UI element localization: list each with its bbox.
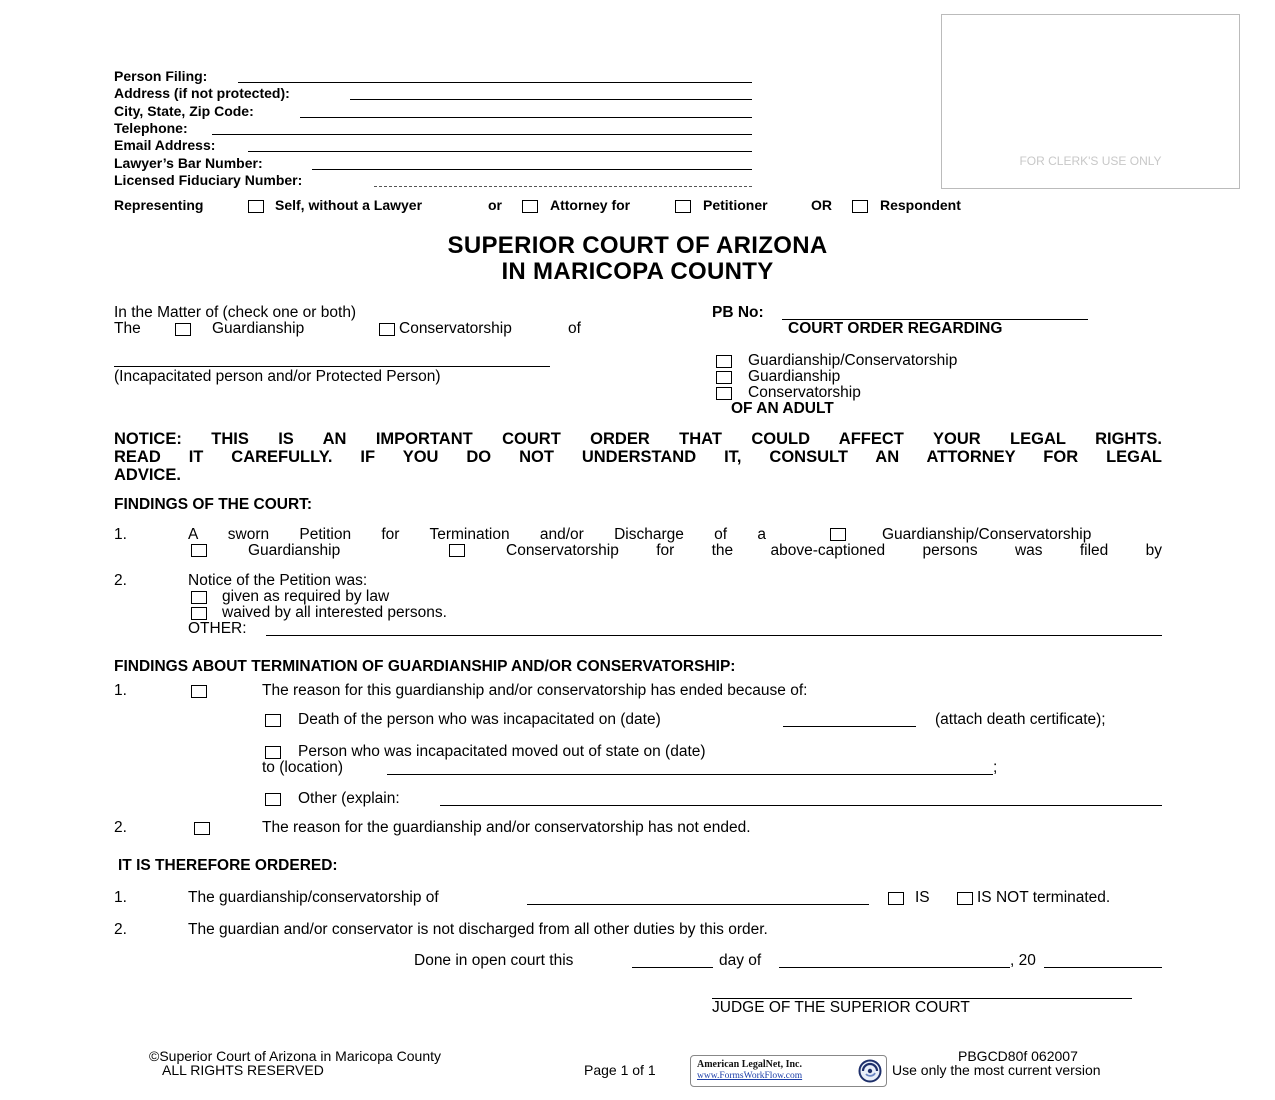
term-not-ended-checkbox[interactable] xyxy=(194,822,210,835)
judge-label: JUDGE OF THE SUPERIOR COURT xyxy=(712,999,970,1016)
order-1-text: The guardianship/conservatorship of xyxy=(188,889,439,906)
findings-court-heading: FINDINGS OF THE COURT: xyxy=(114,496,313,513)
court-title-line1: SUPERIOR COURT OF ARIZONA xyxy=(447,232,828,259)
incapacitated-person-field[interactable] xyxy=(114,366,550,367)
notice-other-field[interactable] xyxy=(266,635,1162,636)
to-location-field[interactable] xyxy=(387,774,993,775)
notice-line2: READ IT CAREFULLY. IF YOU DO NOT UNDERSTAND IT, CONSULT AN ATTORNEY FOR LEGAL xyxy=(114,448,1162,466)
address-field[interactable] xyxy=(350,99,752,100)
term-ended-text: The reason for this guardianship and/or conservatorship has ended because of: xyxy=(262,682,808,699)
fiduciary-field[interactable] xyxy=(374,186,752,187)
footer-form-code: PBGCD80f 062007 xyxy=(958,1048,1078,1064)
attorney-checkbox[interactable] xyxy=(522,200,538,213)
representing-label: Representing xyxy=(114,197,204,213)
moved-checkbox[interactable] xyxy=(265,746,281,759)
order-gc-label: Guardianship/Conservatorship xyxy=(748,352,958,369)
incapacitated-label: (Incapacitated person and/or Protected Person) xyxy=(114,368,441,385)
or-label: or xyxy=(488,197,502,213)
person-filing-field[interactable] xyxy=(238,82,752,83)
finding-1-rest: Conservatorship for the above-captioned persons was filed by xyxy=(506,542,1162,559)
finding-1-gc-checkbox[interactable] xyxy=(830,528,846,541)
fiduciary-label: Licensed Fiduciary Number: xyxy=(114,172,303,188)
telephone-field[interactable] xyxy=(212,134,752,135)
order-1-name-field[interactable] xyxy=(527,904,869,905)
to-location-semicolon: ; xyxy=(993,759,998,776)
petitioner-label: Petitioner xyxy=(703,197,768,213)
notice-waived-checkbox[interactable] xyxy=(191,607,207,620)
address-label: Address (if not protected): xyxy=(114,85,290,101)
clerk-use-box xyxy=(941,14,1240,189)
finding-2-intro: Notice of the Petition was: xyxy=(188,572,368,589)
footer-page: Page 1 of 1 xyxy=(584,1062,656,1078)
is-not-label: IS NOT terminated. xyxy=(977,889,1111,906)
finding-1-gc-label: Guardianship/Conservatorship xyxy=(882,526,1092,543)
done-label: Done in open court this xyxy=(414,952,574,969)
death-checkbox[interactable] xyxy=(265,714,281,727)
telephone-label: Telephone: xyxy=(114,120,188,136)
order-gc-checkbox[interactable] xyxy=(716,355,732,368)
self-label: Self, without a Lawyer xyxy=(275,197,423,213)
respondent-checkbox[interactable] xyxy=(852,200,868,213)
is-terminated-checkbox[interactable] xyxy=(888,892,904,905)
notice-line3: ADVICE. xyxy=(114,466,181,484)
done-year-field[interactable] xyxy=(1044,967,1162,968)
of-adult-label: OF AN ADULT xyxy=(731,400,834,417)
legalnet-logo[interactable] xyxy=(690,1055,887,1087)
caption-of-label: of xyxy=(568,320,581,337)
city-label: City, State, Zip Code: xyxy=(114,103,254,119)
or2-label: OR xyxy=(811,197,832,213)
petitioner-checkbox[interactable] xyxy=(675,200,691,213)
bar-number-label: Lawyer’s Bar Number: xyxy=(114,155,263,171)
year-prefix-label: , 20 xyxy=(1010,952,1036,969)
clerk-use-label: FOR CLERK'S USE ONLY xyxy=(1019,154,1162,168)
moved-label: Person who was incapacitated moved out of state on (date) xyxy=(298,743,706,760)
the-label: The xyxy=(114,320,141,337)
death-date-field[interactable] xyxy=(783,726,916,727)
bar-number-field[interactable] xyxy=(312,169,752,170)
in-matter-label: In the Matter of (check one or both) xyxy=(114,304,357,321)
finding-1-g-label: Guardianship xyxy=(248,542,341,559)
findings-term-heading: FINDINGS ABOUT TERMINATION OF GUARDIANSHIP AND/OR CONSERVATORSHIP: xyxy=(114,658,736,675)
respondent-label: Respondent xyxy=(880,197,961,213)
other-explain-field[interactable] xyxy=(440,805,1162,806)
other-explain-checkbox[interactable] xyxy=(265,793,281,806)
attach-label: (attach death certificate); xyxy=(935,711,1106,728)
finding-1-text: A sworn Petition for Termination and/or Discharge of a xyxy=(188,526,766,543)
caption-guardianship-label: Guardianship xyxy=(212,320,305,337)
term-not-ended-text: The reason for the guardianship and/or conservatorship has not ended. xyxy=(262,819,751,836)
finding-1-c-checkbox[interactable] xyxy=(449,544,465,557)
order-g-label: Guardianship xyxy=(748,368,841,385)
notice-given-checkbox[interactable] xyxy=(191,591,207,604)
finding-1-g-checkbox[interactable] xyxy=(191,544,207,557)
footer-current-version: Use only the most current version xyxy=(892,1062,1101,1078)
order-2-number: 2. xyxy=(114,921,127,938)
pb-no-label: PB No: xyxy=(712,304,764,321)
logo-company-name: American LegalNet, Inc. xyxy=(697,1059,802,1070)
order-2-text: The guardian and/or conservator is not discharged from all other duties by this order. xyxy=(188,921,768,938)
done-day-field[interactable] xyxy=(632,967,713,968)
court-title-line2: IN MARICOPA COUNTY xyxy=(501,258,774,285)
email-field[interactable] xyxy=(248,151,752,152)
other-explain-label: Other (explain: xyxy=(298,790,400,807)
finding-1-number: 1. xyxy=(114,526,127,543)
term-1-number: 1. xyxy=(114,682,127,699)
caption-conservatorship-checkbox[interactable] xyxy=(379,323,395,336)
logo-url[interactable]: www.FormsWorkFlow.com xyxy=(697,1071,803,1081)
term-2-number: 2. xyxy=(114,819,127,836)
order-g-checkbox[interactable] xyxy=(716,371,732,384)
term-ended-checkbox[interactable] xyxy=(191,685,207,698)
to-location-label: to (location) xyxy=(262,759,343,776)
order-1-number: 1. xyxy=(114,889,127,906)
globe-icon xyxy=(858,1059,882,1083)
caption-guardianship-checkbox[interactable] xyxy=(175,323,191,336)
order-c-checkbox[interactable] xyxy=(716,387,732,400)
done-month-field[interactable] xyxy=(779,967,1010,968)
is-label: IS xyxy=(915,889,930,906)
footer-copyright: ©Superior Court of Arizona in Maricopa County xyxy=(149,1048,442,1064)
finding-2-number: 2. xyxy=(114,572,127,589)
notice-given-label: given as required by law xyxy=(222,588,390,605)
order-c-label: Conservatorship xyxy=(748,384,861,401)
email-label: Email Address: xyxy=(114,137,216,153)
notice-line1: NOTICE: THIS IS AN IMPORTANT COURT ORDER THAT COULD AFFECT YOUR LEGAL RIGHTS. xyxy=(114,430,1162,448)
order-regarding-label: COURT ORDER REGARDING xyxy=(788,320,1003,337)
death-label: Death of the person who was incapacitated on (date) xyxy=(298,711,661,728)
notice-other-label: OTHER: xyxy=(188,620,247,637)
is-not-terminated-checkbox[interactable] xyxy=(957,892,973,905)
attorney-label: Attorney for xyxy=(550,197,631,213)
ordered-heading: IT IS THEREFORE ORDERED: xyxy=(118,857,338,874)
city-field[interactable] xyxy=(300,117,752,118)
notice-waived-label: waived by all interested persons. xyxy=(222,604,447,621)
footer-rights: ALL RIGHTS RESERVED xyxy=(162,1062,324,1078)
self-checkbox[interactable] xyxy=(248,200,264,213)
day-of-label: day of xyxy=(719,952,762,969)
person-filing-label: Person Filing: xyxy=(114,68,208,84)
caption-conservatorship-label: Conservatorship xyxy=(399,320,512,337)
